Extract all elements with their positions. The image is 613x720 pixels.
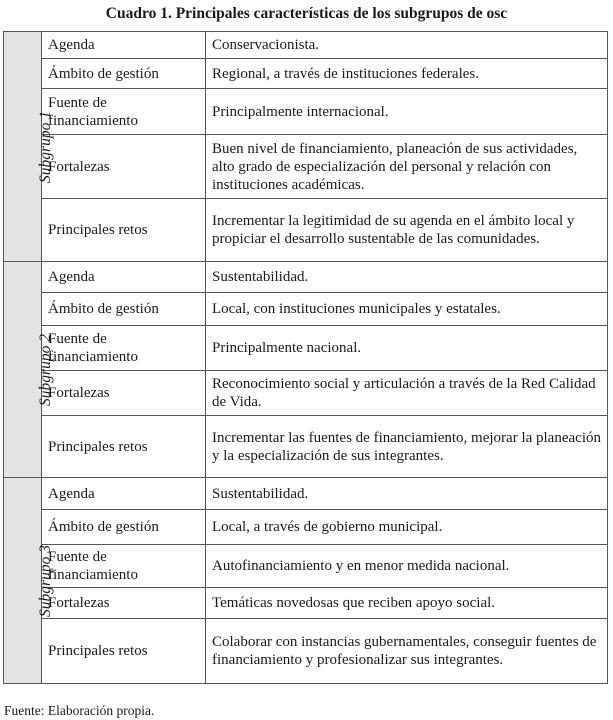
value-cell: Colaborar con instancias gubernamentales, conseguir fuentes de financiamiento y profesionalizar sus integrantes. xyxy=(206,619,608,684)
characteristics-table xyxy=(3,31,608,684)
field-cell: Fortalezas xyxy=(42,588,206,619)
field-cell: Fuente de financiamiento xyxy=(42,89,206,135)
group-label-cell xyxy=(4,262,54,478)
field-cell: Principales retos xyxy=(42,416,206,478)
field-cell: Ámbito de gestión xyxy=(42,293,206,326)
field-cell: Fuente de financiamiento xyxy=(42,545,206,588)
value-cell: Incrementar la legitimidad de su agenda en el ámbito local y propiciar el desarrollo sustentable de las comunidades. xyxy=(206,199,608,262)
field-cell: Fortalezas xyxy=(42,135,206,199)
table-row xyxy=(4,371,608,416)
value-cell: Local, a través de gobierno municipal. xyxy=(206,510,608,545)
value-cell: Buen nivel de financiamiento, planeación de sus actividades, alto grado de especialización del personal y relación con instituciones académicas. xyxy=(206,135,608,199)
value-cell: Principalmente internacional. xyxy=(206,89,608,135)
table-row xyxy=(4,32,608,59)
field-cell: Fortalezas xyxy=(42,371,206,416)
table-row xyxy=(4,293,608,326)
table-row xyxy=(4,199,608,262)
table-row xyxy=(4,619,608,684)
table-row xyxy=(4,326,608,371)
value-cell: Incrementar las fuentes de financiamiento, mejorar la planeación y la especialización de sus integrantes. xyxy=(206,416,608,478)
table-row xyxy=(4,59,608,89)
value-cell: Sustentabilidad. xyxy=(206,262,608,293)
group-label: Subgrupo 1 xyxy=(36,110,54,183)
table-row xyxy=(4,478,608,510)
value-cell: Regional, a través de instituciones federales. xyxy=(206,59,608,89)
table-caption: Cuadro 1. Principales características de los subgrupos de osc xyxy=(105,5,508,22)
value-cell: Reconocimiento social y articulación a través de la Red Calidad de Vida. xyxy=(206,371,608,416)
value-cell: Sustentabilidad. xyxy=(206,478,608,510)
table-row xyxy=(4,545,608,588)
group-label: Subgrupo 2 xyxy=(36,333,54,406)
field-cell: Agenda xyxy=(42,32,206,59)
field-cell: Fuente de financiamiento xyxy=(42,326,206,371)
table-row xyxy=(4,416,608,478)
value-cell: Conservacionista. xyxy=(206,32,608,59)
table-row xyxy=(4,510,608,545)
field-cell: Ámbito de gestión xyxy=(42,59,206,89)
value-cell: Temáticas novedosas que reciben apoyo social. xyxy=(206,588,608,619)
field-cell: Principales retos xyxy=(42,619,206,684)
table-row xyxy=(4,135,608,199)
group-label-cell xyxy=(4,32,54,262)
field-cell: Agenda xyxy=(42,262,206,293)
field-cell: Agenda xyxy=(42,478,206,510)
table-row xyxy=(4,89,608,135)
group-label: Subgrupo 3 xyxy=(36,544,54,617)
source-note: Fuente: Elaboración propia. xyxy=(4,703,155,718)
value-cell: Autofinanciamiento y en menor medida nacional. xyxy=(206,545,608,588)
field-cell: Principales retos xyxy=(42,199,206,262)
group-label-cell xyxy=(4,478,54,684)
value-cell: Principalmente nacional. xyxy=(206,326,608,371)
table-row xyxy=(4,588,608,619)
table-row xyxy=(4,262,608,293)
value-cell: Local, con instituciones municipales y estatales. xyxy=(206,293,608,326)
field-cell: Ámbito de gestión xyxy=(42,510,206,545)
